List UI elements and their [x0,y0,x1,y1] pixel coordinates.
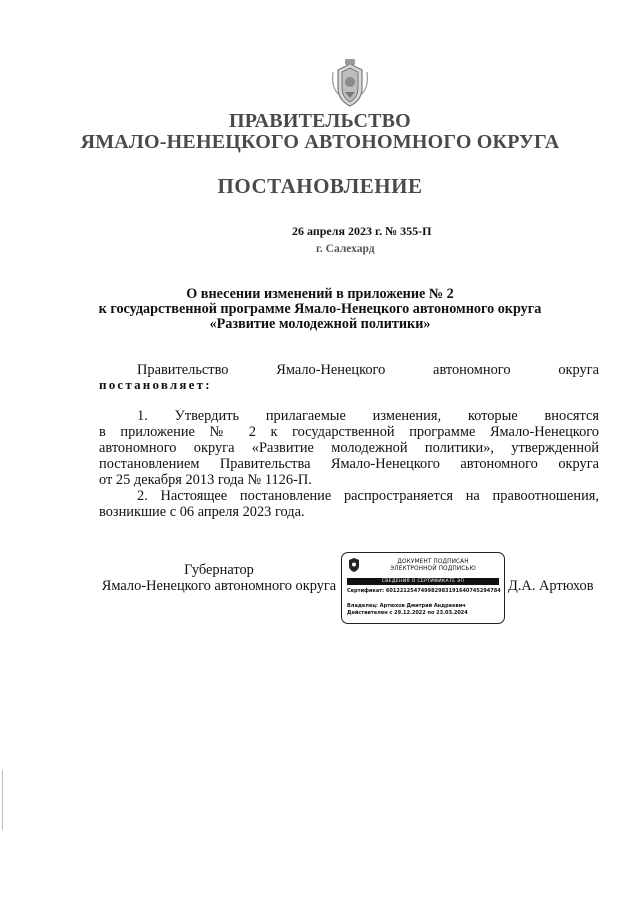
item2-line: возникшие с 06 апреля 2023 года. [99,504,305,520]
government-region: ЯМАЛО-НЕНЕЦКОГО АВТОНОМНОГО ОКРУГА [80,131,560,153]
electronic-signature-stamp [341,552,505,624]
stamp-certificate-header: СВЕДЕНИЯ О СЕРТИФИКАТЕ ЭП [347,578,499,585]
stamp-title-2: ЭЛЕКТРОННОЙ ПОДПИСЬЮ [390,566,476,572]
signatory-name: Д.А. Артюхов [508,578,594,594]
signatory-position-line-1: Губернатор [184,562,254,578]
stamp-owner: Владелец: Артюхов Дмитрий Андреевич [347,603,466,609]
stamp-title-1: ДОКУМЕНТ ПОДПИСАН [397,559,469,565]
preamble-text: Правительство Ямало-Ненецкого автономного округа [137,362,599,378]
stamp-certificate: Сертификат: 601221254749982983191640745294784 [347,588,501,594]
government-title: ПРАВИТЕЛЬСТВО [229,110,411,132]
document-type: ПОСТАНОВЛЕНИЕ [217,174,423,198]
subject-line-1: О внесении изменений в приложение № 2 [186,286,454,302]
subject-line-3: «Развитие молодежной политики» [209,316,431,332]
item1-line: от 25 декабря 2013 года № 1126-П. [99,472,312,488]
document-city: г. Салехард [316,243,375,255]
subject-line-2: к государственной программе Ямало-Ненецкого автономного округа [98,301,542,317]
scan-edge-mark [2,770,3,830]
signatory-position [99,562,339,594]
item1-line: автономного округа «Развитие молодежной политики», утвержденной [99,440,599,456]
item1-line: постановлением Правительства Ямало-Ненецкого автономного округа [99,456,599,472]
coat-of-arms-icon [330,58,370,108]
resolves-word: постановляет: [99,377,212,392]
item2-line: 2. Настоящее постановление распространяется на правоотношения, [137,488,599,504]
emblem-icon [347,557,361,573]
item1-line: в приложение № 2 к государственной программе Ямало-Ненецкого [99,424,599,440]
signatory-position-line-2: Ямало-Ненецкого автономного округа [101,578,337,594]
stamp-validity: Действителен с 29.12.2022 по 23.03.2024 [347,610,468,616]
document-date-number: 26 апреля 2023 г. № 355-П [292,224,432,238]
item1-line: 1. Утвердить прилагаемые изменения, которые вносятся [137,408,599,424]
